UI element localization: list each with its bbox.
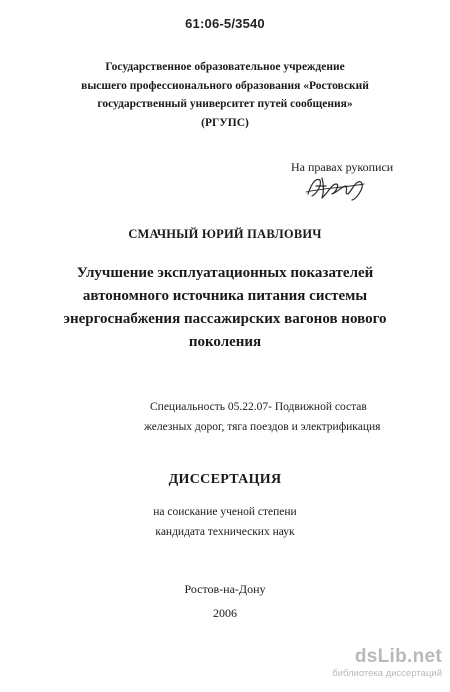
organization-abbreviation: (РГУПС) — [201, 116, 249, 129]
title-line: поколения — [188, 334, 262, 350]
rights-note: На правах рукописи — [291, 160, 394, 174]
degree-line: кандидата технических наук — [155, 526, 295, 538]
degree-line: на соискание ученой степени — [153, 506, 297, 518]
year: 2006 — [213, 606, 237, 620]
watermark-subtitle: библиотека диссертаций — [332, 668, 442, 679]
specialty-block — [144, 397, 381, 437]
degree-block — [0, 502, 450, 542]
title-line: энергоснабжения пассажирских вагонов нового — [63, 311, 387, 327]
organization-block — [60, 58, 390, 132]
author-name: СМАЧНЫЙ ЮРИЙ ПАВЛОВИЧ — [128, 227, 322, 241]
watermark-logo: dsLib.net — [354, 646, 442, 667]
title-line: автономного источника питания системы — [82, 288, 368, 304]
city: Ростов-на-Дону — [184, 582, 266, 596]
organization-line: Государственное образовательное учреждение — [105, 61, 345, 73]
work-type-heading: ДИССЕРТАЦИЯ — [168, 472, 282, 487]
handwritten-signature-icon — [302, 172, 372, 202]
place-and-year — [0, 577, 450, 625]
title-line: Улучшение эксплуатационных показателей — [76, 265, 374, 281]
specialty-line: железных дорог, тяга поездов и электрификация — [144, 421, 381, 433]
watermark — [312, 646, 442, 680]
specialty-line: Специальность 05.22.07- Подвижной состав — [150, 401, 367, 413]
organization-line: высшего профессионального образования «Ростовский — [81, 79, 369, 92]
organization-line: государственный университет путей сообщения» — [97, 98, 353, 110]
catalog-code: 61:06-5/3540 — [185, 16, 265, 31]
dissertation-title — [40, 262, 410, 354]
